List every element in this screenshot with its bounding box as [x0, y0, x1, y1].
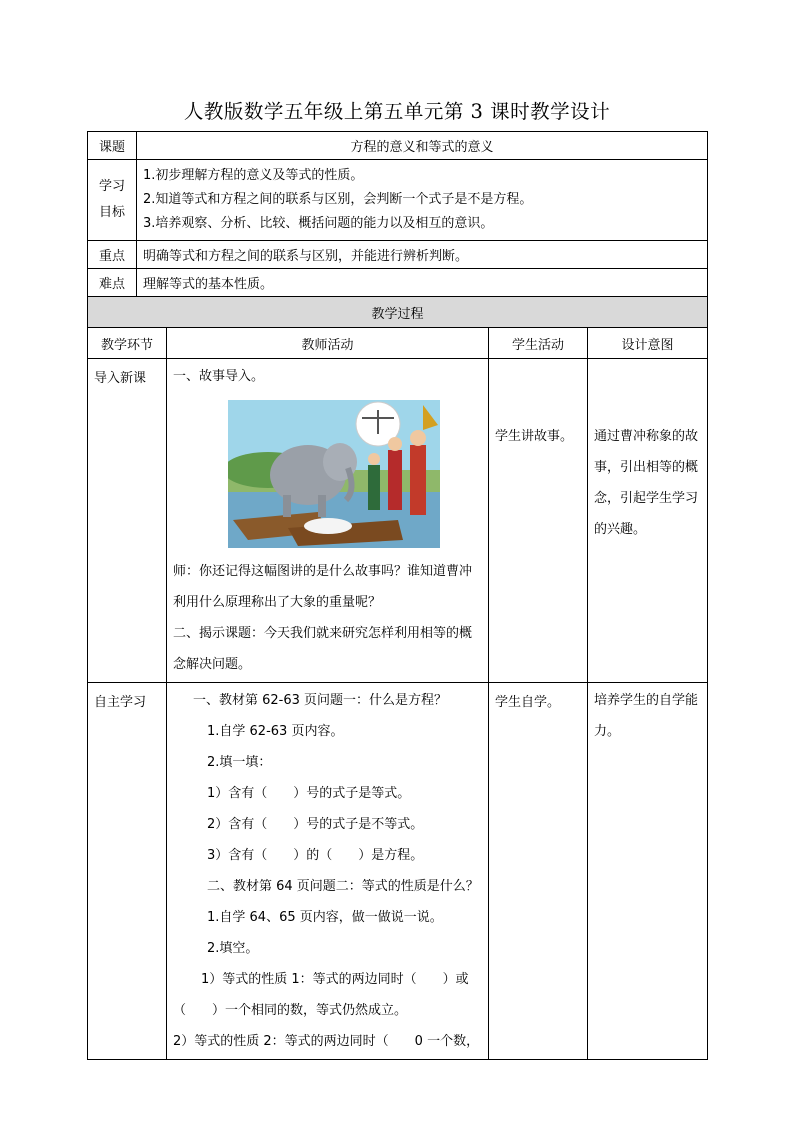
column-teacher: 教师活动: [167, 328, 489, 359]
topic-label: 课题: [88, 132, 137, 160]
difficulty-value: 理解等式的基本性质。: [137, 269, 708, 297]
cao-chong-weighs-elephant-illustration: [228, 400, 440, 548]
key-point-row: [88, 241, 708, 269]
lesson-plan-table: [87, 131, 708, 1060]
objectives-label-line2: 目标: [98, 205, 125, 220]
process-columns-row: [88, 328, 708, 359]
intro-line: 二、揭示课题：今天我们就来研究怎样利用相等的概念解决问题。: [173, 626, 473, 672]
self-study-line: 3）含有（ ）的（ ）是方程。: [207, 848, 424, 863]
self-study-line: 2）等式的性质 2：等式的两边同时（ 0 一个数，: [173, 1034, 480, 1049]
column-intent: 设计意图: [588, 328, 708, 359]
intro-student-activity: 学生讲故事。: [489, 359, 588, 683]
self-study-line: 1.自学 62-63 页内容。: [207, 724, 344, 739]
process-header-row: [88, 297, 708, 328]
self-study-line: 2.填空。: [207, 941, 259, 956]
intro-line: 一、故事导入。: [173, 369, 265, 384]
intro-teacher-activity: [167, 359, 489, 683]
self-study-line: 二、教材第 64 页问题二：等式的性质是什么？: [207, 879, 479, 894]
topic-value: 方程的意义和等式的意义: [137, 132, 708, 160]
self-study-line: 2.填一填：: [207, 755, 272, 770]
document-title: 人教版数学五年级上第五单元第 3 课时教学设计: [183, 100, 611, 123]
key-point-value: 明确等式和方程之间的联系与区别，并能进行辨析判断。: [137, 241, 708, 269]
self-study-line: 1）含有（ ）号的式子是等式。: [207, 786, 411, 801]
key-point-label: 重点: [88, 241, 137, 269]
self-study-row: [88, 683, 708, 1060]
objective-item: 1.初步理解方程的意义及等式的性质。: [143, 168, 364, 183]
column-student: 学生活动: [489, 328, 588, 359]
objective-item: 2.知道等式和方程之间的联系与区别，会判断一个式子是不是方程。: [143, 192, 533, 207]
objective-item: 3.培养观察、分析、比较、概括问题的能力以及相互的意识。: [143, 216, 494, 231]
difficulty-row: [88, 269, 708, 297]
intro-stage: 导入新课: [88, 359, 167, 683]
intro-design-intent: 通过曹冲称象的故事，引出相等的概念，引起学生学习的兴趣。: [588, 359, 708, 683]
intro-row: [88, 359, 708, 683]
self-study-line: 1.自学 64、65 页内容，做一做说一说。: [207, 910, 443, 925]
self-study-line: 1）等式的性质 1：等式的两边同时（ ）或（ ）一个相同的数，等式仍然成立。: [173, 972, 469, 1018]
difficulty-label: 难点: [88, 269, 137, 297]
self-study-student-activity: 学生自学。: [489, 683, 588, 1060]
self-study-line: 一、教材第 62-63 页问题一：什么是方程？: [193, 693, 448, 708]
self-study-teacher-activity: [167, 683, 489, 1060]
process-header: 教学过程: [88, 297, 708, 328]
self-study-design-intent: 培养学生的自学能力。: [588, 683, 708, 1060]
objectives-label: [88, 160, 137, 241]
topic-row: [88, 132, 708, 160]
objectives-row: [88, 160, 708, 241]
self-study-line: 2）含有（ ）号的式子是不等式。: [207, 817, 424, 832]
self-study-stage: 自主学习: [88, 683, 167, 1060]
column-stage: 教学环节: [88, 328, 167, 359]
objectives-list: [137, 160, 708, 241]
intro-line: 师：你还记得这幅图讲的是什么故事吗？谁知道曹冲利用什么原理称出了大象的重量呢？: [173, 564, 473, 610]
objectives-label-line1: 学习: [98, 179, 125, 194]
